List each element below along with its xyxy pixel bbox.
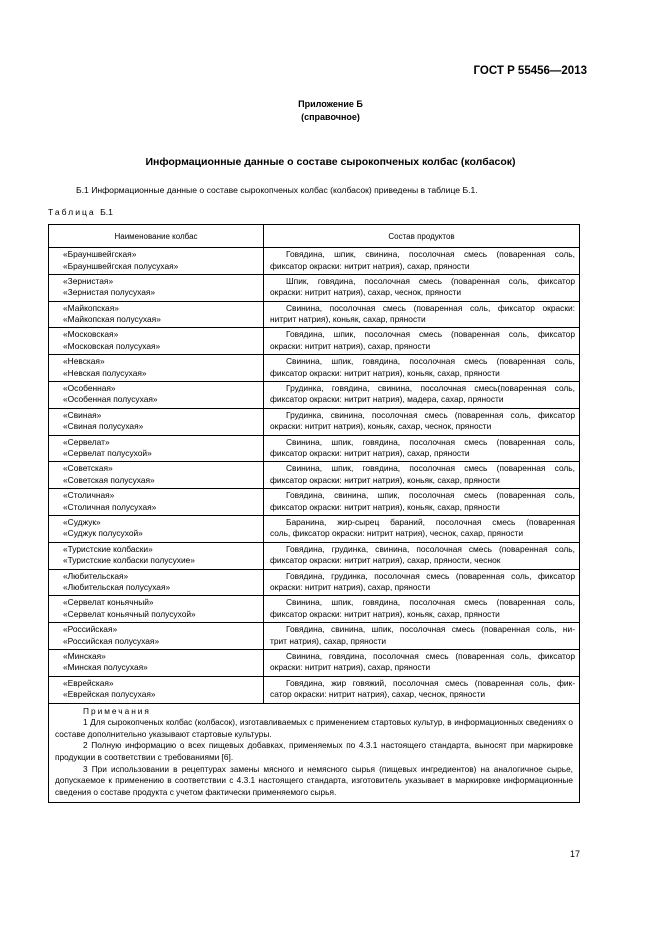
sausage-name-semidry: «Суджук полусухой» [63, 528, 143, 539]
composition-line-1: Говядина, свинина, шпик, посолочная смесь (поваренная соль, [286, 490, 575, 501]
sausage-name-cell [49, 569, 264, 596]
standard-number: ГОСТ Р 55456—2013 [473, 65, 587, 77]
composition-line-2: фиксатор окраски: нитрит натрия), коньяк, сахар, пряности [270, 501, 500, 512]
sausage-name: «Свиная» [63, 409, 102, 420]
table-row [49, 649, 580, 676]
sausage-name: «Российская» [63, 624, 118, 635]
page-number: 17 [569, 849, 580, 859]
composition-line-2: фиксатор окраски: нитрит натрия), мадера, сахар, пряности [270, 394, 504, 405]
composition-cell [264, 515, 580, 542]
composition-cell [264, 381, 580, 408]
composition-line-2: фиксатор окраски: нитрит натрия), сахар, пряности, чеснок [270, 555, 501, 566]
composition-line-2: трит натрия), сахар, пряности [270, 635, 387, 646]
composition-cell [264, 542, 580, 569]
sausage-name-semidry: «Еврейская полусухая» [63, 689, 156, 700]
composition-table [48, 224, 580, 803]
appendix-heading [0, 98, 661, 124]
intro-paragraph: Б.1 Информационные данные о составе сырокопченых колбас (колбасок) приведены в таблице Б.1. [76, 185, 478, 195]
composition-cell [264, 649, 580, 676]
sausage-name-cell [49, 542, 264, 569]
composition-line-1: Шпик, говядина, посолочная смесь (поваренная соль, фиксатор [286, 275, 575, 286]
sausage-name: «Сервелат» [63, 436, 110, 447]
sausage-name-semidry: «Особенная полусухая» [63, 394, 158, 405]
table-row [49, 355, 580, 382]
table-label-number: Б.1 [100, 207, 113, 217]
table-body [49, 248, 580, 704]
note-2: 2 Полную информацию о всех пищевых добавках, применяемых по 4.3.1 настоящего стандарта, выносят при маркировке продукции в соответствии с требованиями [6]. [55, 740, 573, 762]
table-row [49, 381, 580, 408]
composition-line-2: нитрит натрия), коньяк, сахар, пряности [270, 314, 426, 325]
composition-line-2: окраски: нитрит натрия), сахар, пряности [270, 340, 431, 351]
sausage-name-cell [49, 248, 264, 275]
table-row [49, 542, 580, 569]
note-1: 1 Для сырокопченых колбас (колбасок), изготавливаемых с применением стартовых культур, в информационных сведениях о составе дополнительно указывают стартовые культуры. [55, 717, 573, 739]
table-row [49, 435, 580, 462]
composition-line-1: Говядина, шпик, свинина, посолочная смесь (поваренная соль, [286, 249, 575, 259]
sausage-name-cell [49, 489, 264, 516]
sausage-name-semidry: «Невская полусухая» [63, 367, 147, 378]
table-row [49, 408, 580, 435]
composition-line-2: окраски: нитрит натрия), коньяк, сахар, чеснок, пряности [270, 421, 492, 432]
notes-row [49, 703, 580, 803]
sausage-name-cell [49, 596, 264, 623]
sausage-name-semidry: «Брауншвейгская полусухая» [63, 260, 179, 271]
composition-line-1: Свинина, шпик, говядина, посолочная смесь (поваренная соль, [286, 463, 575, 474]
table-row [49, 489, 580, 516]
sausage-name-cell [49, 515, 264, 542]
composition-cell [264, 355, 580, 382]
composition-cell [264, 623, 580, 650]
sausage-name: «Невская» [63, 356, 105, 367]
composition-line-2: окраски: нитрит натрия), сахар, пряности [270, 662, 431, 673]
sausage-name: «Советская» [63, 463, 113, 474]
sausage-name-semidry: «Зернистая полусухая» [63, 287, 156, 298]
table-row [49, 596, 580, 623]
sausage-name-cell [49, 649, 264, 676]
sausage-name-semidry: «Советская полусухая» [63, 474, 155, 485]
sausage-name-semidry: «Российская полусухая» [63, 635, 160, 646]
table-row [49, 462, 580, 489]
composition-cell [264, 328, 580, 355]
composition-cell [264, 301, 580, 328]
appendix-type: (справочное) [301, 112, 360, 122]
sausage-name: «Московская» [63, 329, 119, 340]
column-header-name: Наименование колбас [49, 225, 264, 248]
composition-line-1: Говядина, свинина, шпик, посолочная смесь (поваренная соль, ни- [286, 624, 575, 635]
sausage-name: «Сервелат коньячный» [63, 597, 154, 608]
column-header-composition: Состав продуктов [264, 225, 580, 248]
composition-cell [264, 408, 580, 435]
table-row [49, 676, 580, 703]
sausage-name-cell [49, 328, 264, 355]
composition-line-1: Свинина, шпик, говядина, посолочная смесь (поваренная соль, [286, 436, 575, 447]
table-label-word: Таблица [48, 207, 96, 217]
composition-cell [264, 274, 580, 301]
composition-line-2: соль, фиксатор окраски: нитрит натрия), чеснок, сахар, пряности [270, 528, 524, 539]
composition-line-2: фиксатор окраски: нитрит натрия), коньяк, сахар, пряности [270, 474, 500, 485]
sausage-name: «Майкопская» [63, 302, 119, 313]
notes-heading: Примечания [83, 705, 151, 716]
composition-cell [264, 462, 580, 489]
sausage-name-cell [49, 355, 264, 382]
composition-line-1: Свинина, шпик, говядина, посолочная смесь (поваренная соль, [286, 597, 575, 608]
sausage-name: «Еврейская» [63, 677, 114, 688]
composition-line-2: фиксатор окраски: нитрит натрия), сахар, пряности [270, 260, 470, 271]
sausage-name-cell [49, 408, 264, 435]
sausage-name: «Любительская» [63, 570, 129, 581]
composition-line-2: фиксатор окраски: нитрит натрия), сахар, пряности [270, 448, 470, 459]
table-row [49, 623, 580, 650]
sausage-name-semidry: «Столичная полусухая» [63, 501, 157, 512]
sausage-name: «Минская» [63, 650, 106, 661]
sausage-name-cell [49, 274, 264, 301]
table-row [49, 248, 580, 275]
composition-line-1: Говядина, шпик, посолочная смесь (поваренная соль, фиксатор [286, 329, 575, 340]
sausage-name-semidry: «Московская полусухая» [63, 340, 161, 351]
table-label [48, 207, 113, 217]
table-row [49, 328, 580, 355]
sausage-name-semidry: «Майкопская полусухая» [63, 314, 161, 325]
sausage-name: «Брауншвейгская» [63, 249, 137, 259]
composition-line-1: Свинина, шпик, говядина, посолочная смесь (поваренная соль, [286, 356, 575, 367]
composition-line-1: Говядина, жир говяжий, посолочная смесь (поваренная соль, фик- [286, 677, 575, 688]
sausage-name-semidry: «Туристские колбаски полусухие» [63, 555, 195, 566]
sausage-name-cell [49, 462, 264, 489]
sausage-name-cell [49, 676, 264, 703]
composition-cell [264, 569, 580, 596]
composition-line-2: сатор окраски: нитрит натрия), сахар, чеснок, пряности [270, 689, 486, 700]
composition-cell [264, 676, 580, 703]
composition-cell [264, 489, 580, 516]
composition-cell [264, 596, 580, 623]
sausage-name-semidry: «Свиная полусухая» [63, 421, 144, 432]
composition-line-2: окраски: нитрит натрия), сахар, чеснок, пряности [270, 287, 462, 298]
composition-line-2: фиксатор окраски: нитрит натрия), коньяк, сахар, пряности [270, 608, 500, 619]
sausage-name: «Суджук» [63, 516, 101, 527]
table-row [49, 274, 580, 301]
sausage-name: «Зернистая» [63, 275, 114, 286]
table-header-row [49, 225, 580, 248]
sausage-name-semidry: «Минская полусухая» [63, 662, 148, 673]
composition-line-1: Свинина, посолочная смесь (поваренная соль, фиксатор окраски: [286, 302, 575, 313]
composition-cell [264, 435, 580, 462]
sausage-name: «Особенная» [63, 382, 116, 393]
composition-line-1: Баранина, жир-сырец бараний, посолочная смесь (поваренная [286, 516, 575, 527]
composition-line-1: Говядина, грудинка, посолочная смесь (поваренная соль, фиксатор [286, 570, 575, 581]
sausage-name-semidry: «Любительская полусухая» [63, 582, 171, 593]
notes-cell [49, 703, 580, 803]
sausage-name-cell [49, 301, 264, 328]
sausage-name-semidry: «Сервелат полусухой» [63, 448, 152, 459]
sausage-name-cell [49, 381, 264, 408]
composition-line-2: фиксатор окраски: нитрит натрия), коньяк, сахар, пряности [270, 367, 500, 378]
note-3: 3 При использовании в рецептурах замены мясного и немясного сырья (пищевых ингредиентов) на аналогичное сырье, допускаемое к применению в соответствии с 4.3.1 настоящего стандарта, изготовитель указывает в маркировке информационные сведения о составе продукта с учетом фактически применяемого сырья. [55, 763, 573, 797]
composition-line-1: Грудинка, свинина, посолочная смесь (поваренная соль, фиксатор [286, 409, 575, 420]
appendix-label: Приложение Б [298, 99, 363, 109]
sausage-name-cell [49, 623, 264, 650]
composition-line-2: окраски: нитрит натрия), сахар, пряности [270, 582, 431, 593]
sausage-name: «Столичная» [63, 490, 115, 501]
section-title: Информационные данные о составе сырокопченых колбас (колбасок) [145, 156, 516, 168]
composition-line-1: Говядина, грудинка, свинина, посолочная смесь (поваренная соль, [286, 543, 575, 554]
table-row [49, 515, 580, 542]
composition-cell [264, 248, 580, 275]
sausage-name: «Туристские колбаски» [63, 543, 153, 554]
sausage-name-cell [49, 435, 264, 462]
sausage-name-semidry: «Сервелат коньячный полусухой» [63, 608, 196, 619]
composition-line-1: Свинина, говядина, посолочная смесь (поваренная соль, фиксатор [286, 650, 575, 661]
composition-line-1: Грудинка, говядина, свинина, посолочная смесь(поваренная соль, [286, 382, 575, 393]
table-row [49, 301, 580, 328]
table-row [49, 569, 580, 596]
